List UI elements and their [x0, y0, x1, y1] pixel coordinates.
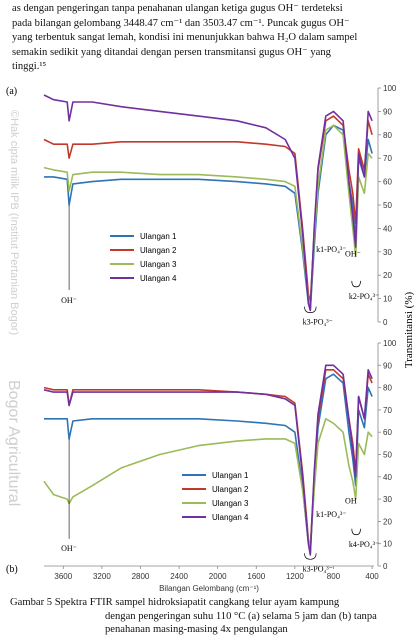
annotation-oh: OH⁻: [61, 296, 77, 305]
annotation-oh2: OH: [345, 496, 357, 506]
x-tick-label: 2400: [170, 572, 188, 581]
y-tick-label: 60: [383, 177, 392, 187]
y-axis-title: Transmitansi (%): [403, 291, 415, 369]
series-line-ulangan-2: [44, 116, 372, 303]
watermark-copyright: ©Hak cipta milik IPB (Institut Pertanian Bogor): [8, 110, 20, 336]
y-tick-label: 30: [383, 247, 392, 257]
caption-line: dengan pengeringan suhu 110 °C (a) selama 5 jam dan (b) tanpa: [105, 610, 377, 622]
legend-label: Ulangan 3: [140, 260, 177, 269]
x-tick-label: 1200: [285, 572, 304, 581]
annotation-k3: k3-PO₄³⁻: [302, 317, 333, 327]
y-tick-label: 40: [383, 224, 392, 234]
y-tick-label: 80: [383, 130, 392, 140]
annotation-k1: k1-PO₄³⁻: [316, 244, 347, 254]
annotation-k2: k4-PO₄³⁻: [348, 539, 380, 549]
x-tick-label: 3200: [92, 572, 111, 581]
y-tick-label: 90: [383, 107, 392, 117]
y-tick-label: 70: [383, 405, 392, 415]
y-tick-label: 50: [383, 450, 392, 460]
x-tick-label: 800: [326, 572, 341, 581]
series-line-ulangan-1: [44, 374, 372, 552]
x-tick-label: 2000: [208, 572, 227, 581]
series-line-ulangan-4: [44, 95, 372, 310]
legend-label: Ulangan 4: [212, 513, 249, 522]
y-tick-label: 90: [383, 361, 392, 371]
panel-label-b: (b): [6, 564, 18, 575]
y-tick-label: 0: [383, 562, 388, 571]
series-line-ulangan-3: [44, 125, 372, 308]
legend-label: Ulangan 3: [212, 499, 249, 508]
annotation-bracket: [352, 281, 361, 287]
legend-label: Ulangan 2: [140, 246, 177, 255]
y-tick-label: 10: [383, 539, 392, 549]
y-tick-label: 20: [383, 517, 392, 527]
x-tick-label: 3600: [54, 572, 73, 581]
panel-label-a: (a): [6, 86, 18, 97]
legend-label: Ulangan 1: [140, 232, 177, 241]
paragraph-line: yang terbentuk sangat lemah, kondisi ini menunjukkan bahwa H₂O dalam sampel: [12, 32, 358, 44]
legend-label: Ulangan 1: [212, 471, 249, 480]
annotation-k3: k3-PO₄³⁻: [302, 564, 333, 574]
annotation-k1: k1-PO₄³⁻: [316, 509, 347, 519]
watermark-bogor: Bogor Agricultural: [5, 380, 22, 507]
annotation-bracket: [352, 529, 361, 535]
paragraph-line: semakin sedikit yang ditandai dengan persen transmitansi gugus OH⁻ yang: [12, 46, 331, 58]
x-tick-label: 2800: [131, 572, 150, 581]
y-tick-label: 100: [383, 339, 397, 348]
chart-panel-b: [44, 339, 397, 573]
caption-head: Gambar 5 Spektra FTIR sampel hidroksiapatit cangkang telur ayam kampung: [10, 597, 340, 608]
y-tick-label: 60: [383, 428, 392, 438]
caption-line: penahanan masing-masing 4x pengulangan: [105, 624, 288, 635]
y-tick-label: 0: [383, 318, 388, 327]
legend-label: Ulangan 2: [212, 485, 249, 494]
y-tick-label: 10: [383, 294, 392, 304]
figure-caption: [10, 596, 410, 637]
y-tick-label: 40: [383, 472, 392, 482]
x-tick-label: 400: [365, 572, 379, 581]
series-line-ulangan-3: [44, 419, 372, 548]
y-tick-label: 100: [383, 84, 397, 93]
paragraph-line: pada bilangan gelombang 3448.47 cm⁻¹ dan 3503.47 cm⁻¹. Puncak gugus OH⁻: [12, 17, 350, 29]
legend-label: Ulangan 4: [140, 274, 177, 283]
paragraph-line: as dengan pengeringan tanpa penahanan ulangan ketiga gugus OH⁻ terdeteksi: [12, 3, 343, 14]
y-tick-label: 70: [383, 154, 392, 164]
annotation-k2: k2-PO₄³⁻: [348, 291, 380, 301]
x-axis-title: Bilangan Gelombang (cm⁻¹): [159, 584, 259, 593]
annotation-oh: OH⁻: [61, 543, 77, 553]
paragraph-line: tinggi.¹⁵: [12, 61, 47, 73]
y-tick-label: 80: [383, 383, 392, 393]
x-tick-label: 1600: [247, 572, 266, 581]
y-tick-label: 20: [383, 271, 392, 281]
y-tick-label: 30: [383, 495, 392, 505]
annotation-oh2: OH⁻: [345, 249, 361, 259]
chart-panel-a: [44, 84, 397, 327]
y-tick-label: 50: [383, 201, 392, 210]
